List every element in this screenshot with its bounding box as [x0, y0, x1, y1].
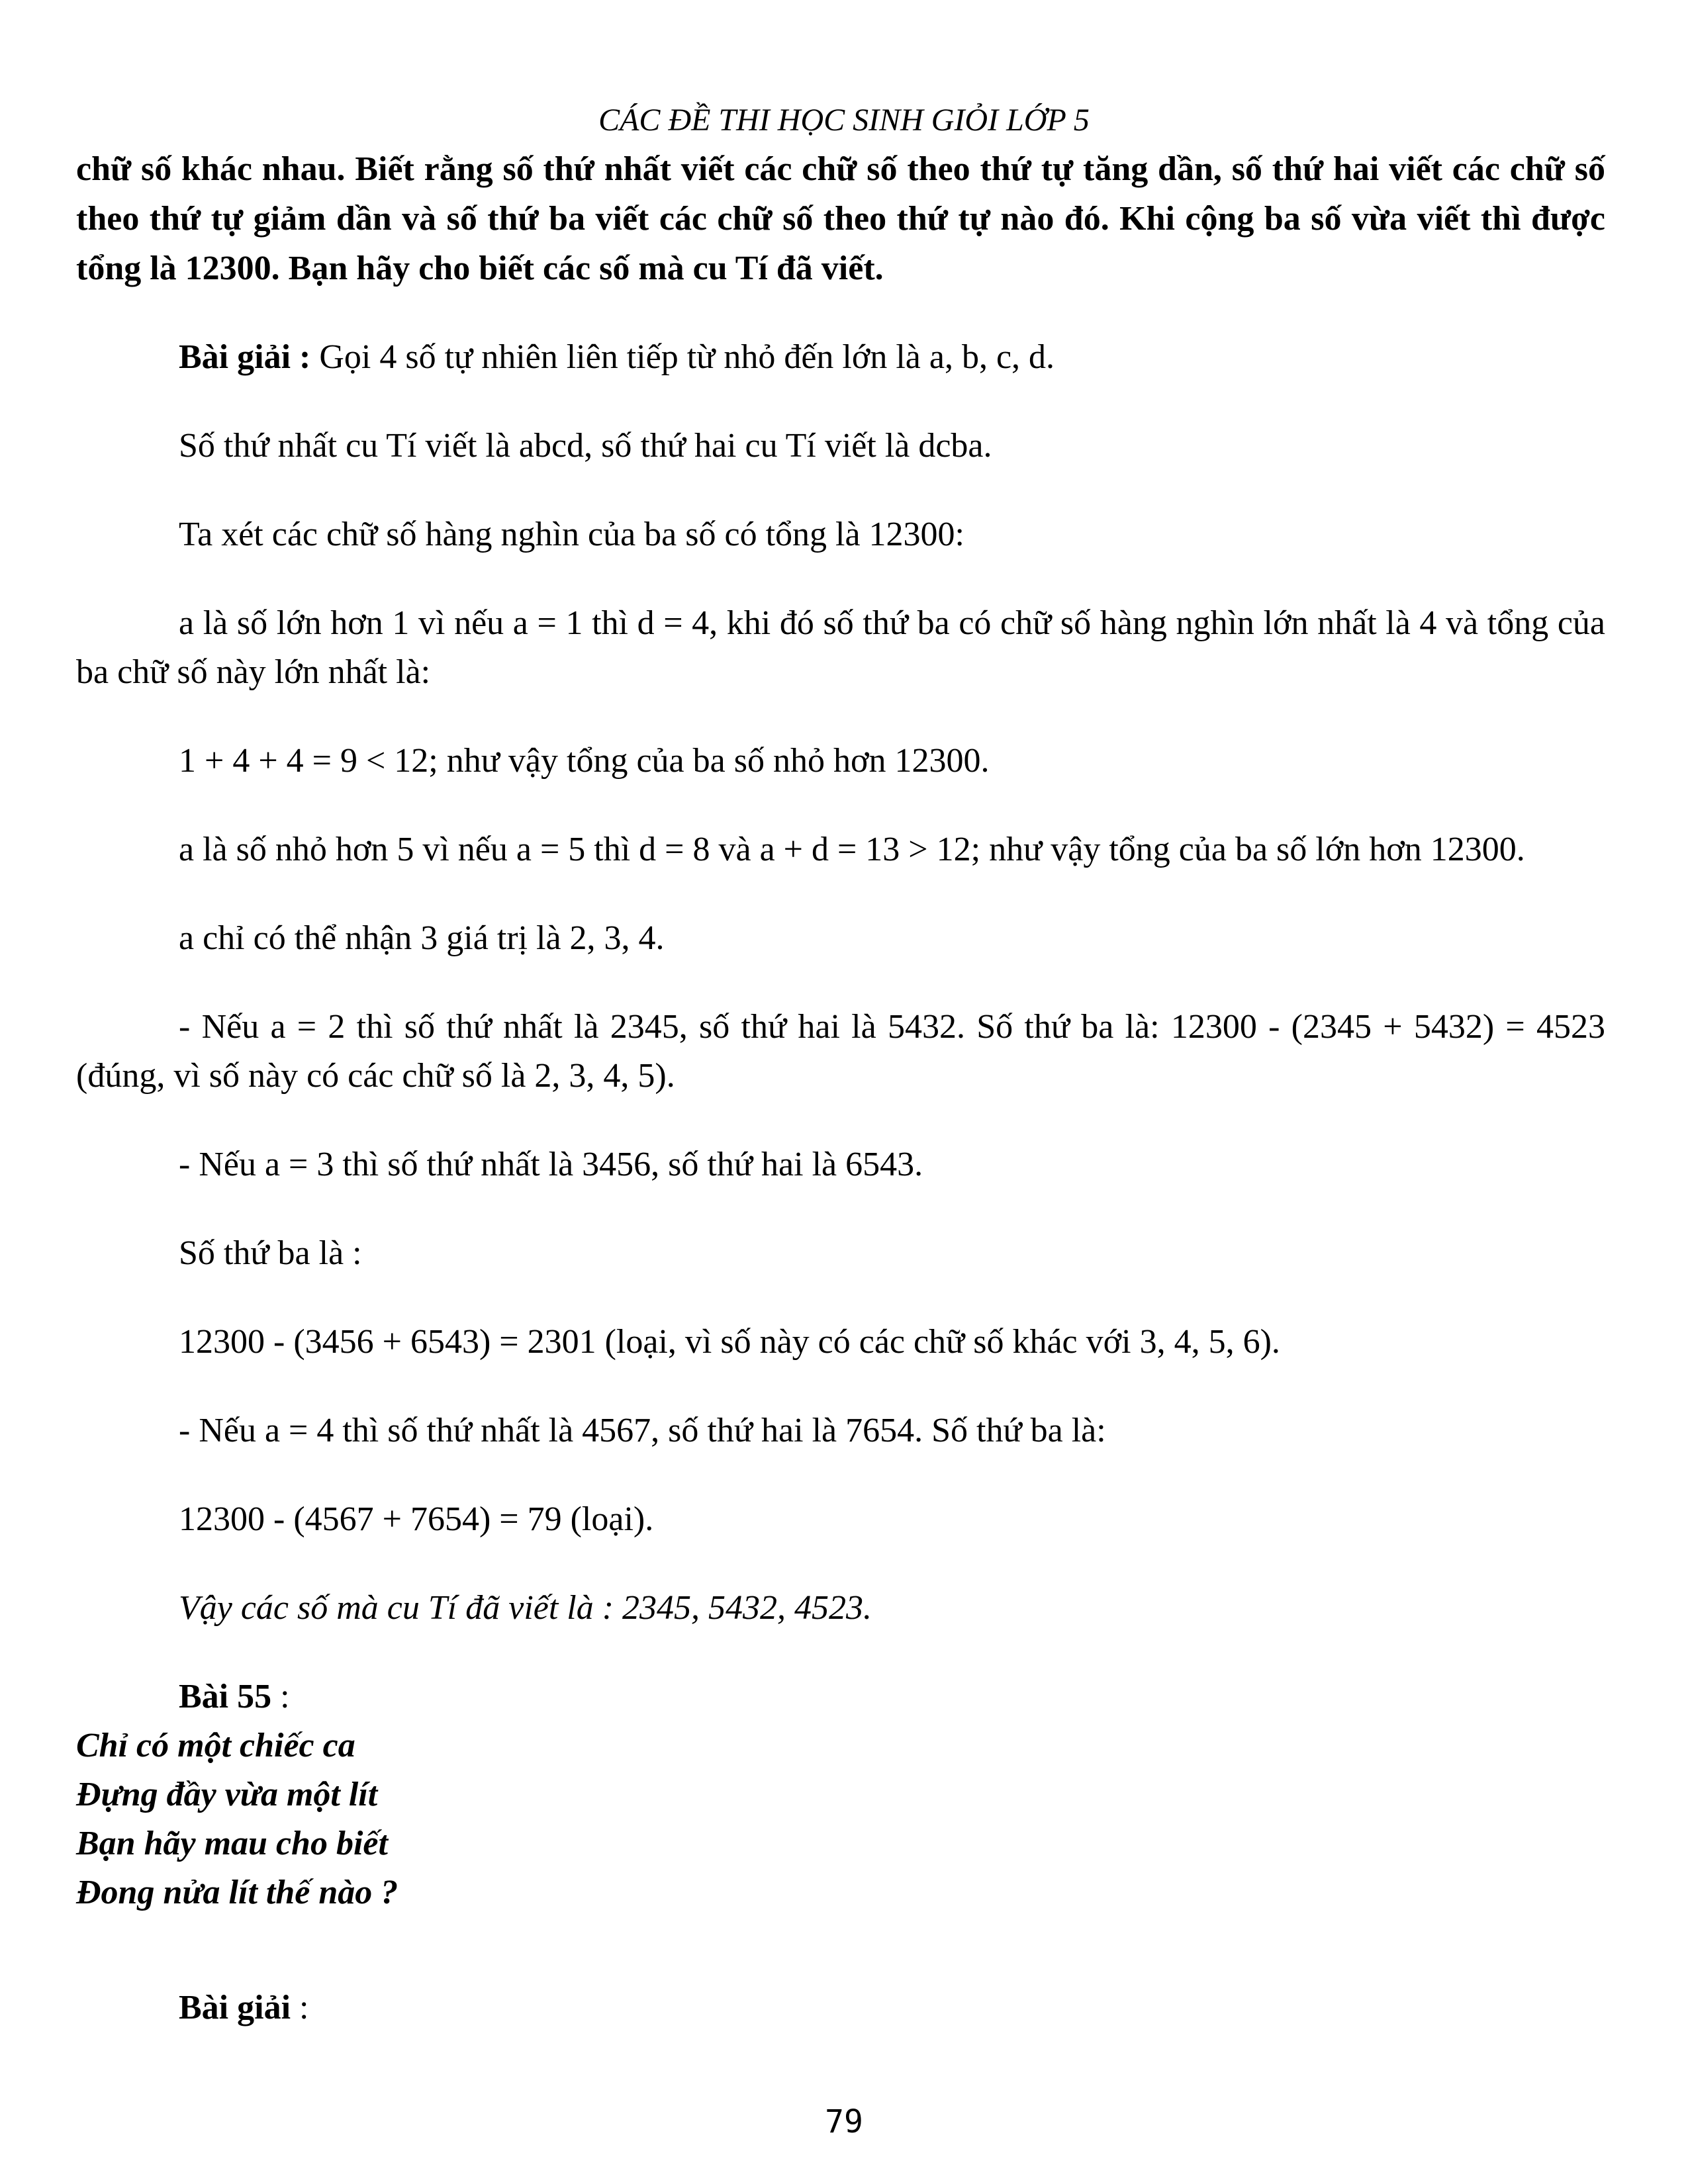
solution-line: - Nếu a = 3 thì số thứ nhất là 3456, số thứ hai là 6543.	[179, 1146, 923, 1183]
problem-55-poem	[76, 1721, 1605, 1917]
poem-line: Chỉ có một chiếc ca	[76, 1727, 355, 1764]
solution-line: a là số nhỏ hơn 5 vì nếu a = 5 thì d = 8 và a + d = 13 > 12; như vậy tổng của ba số lớn hơn 12300.	[179, 831, 1525, 868]
problem-55-solution-heading	[76, 1983, 1605, 2032]
solution-label: Bài giải :	[179, 338, 311, 376]
problem-continuation: chữ số khác nhau. Biết rằng số thứ nhất viết các chữ số theo thứ tự tăng dần, số thứ hai viết các chữ số theo thứ tự giảm dần và số thứ ba viết các chữ số theo thứ tự nào đó. Khi cộng ba số vừa viết thì được tổng là 12300. Bạn hãy cho biết các số mà cu Tí đã viết.	[76, 150, 1605, 287]
poem-line: Đựng đầy vừa một lít	[76, 1776, 378, 1813]
poem-line: Bạn hãy mau cho biết	[76, 1825, 388, 1862]
solution-line: Số thứ ba là :	[179, 1234, 362, 1272]
problem-55-solution-suffix: :	[291, 1989, 309, 2026]
solution-line: - Nếu a = 2 thì số thứ nhất là 2345, số thứ hai là 5432. Số thứ ba là: 12300 - (2345 + 5432) = 4523 (đúng, vì số này có các chữ số là 2, 3, 4, 5).	[76, 1008, 1605, 1095]
solution-line: 1 + 4 + 4 = 9 < 12; như vậy tổng của ba số nhỏ hơn 12300.	[179, 742, 990, 780]
solution-line: a chỉ có thể nhận 3 giá trị là 2, 3, 4.	[179, 919, 665, 957]
solution-conclusion: Vậy các số mà cu Tí đã viết là : 2345, 5432, 4523.	[179, 1589, 872, 1627]
problem-55-solution-label: Bài giải	[179, 1989, 291, 2026]
page-number: 79	[825, 2103, 863, 2140]
document-body	[76, 144, 1605, 2032]
problem-55-heading	[76, 1672, 1605, 1721]
solution-intro-text: Gọi 4 số tự nhiên liên tiếp từ nhỏ đến lớn là a, b, c, d.	[310, 338, 1055, 376]
poem-line: Đong nửa lít thế nào ?	[76, 1874, 399, 1911]
problem-55-label: Bài 55	[179, 1678, 272, 1715]
problem-55-label-suffix: :	[271, 1678, 290, 1715]
solution-line: Ta xét các chữ số hàng nghìn của ba số có tổng là 12300:	[179, 516, 964, 553]
solution-line: 12300 - (3456 + 6543) = 2301 (loại, vì số này có các chữ số khác với 3, 4, 5, 6).	[179, 1323, 1280, 1361]
page-header: CÁC ĐỀ THI HỌC SINH GIỎI LỚP 5	[598, 103, 1090, 138]
solution-intro	[76, 333, 1605, 382]
solution-line: 12300 - (4567 + 7654) = 79 (loại).	[179, 1500, 654, 1538]
solution-line: a là số lớn hơn 1 vì nếu a = 1 thì d = 4, khi đó số thứ ba có chữ số hàng nghìn lớn nhất là 4 và tổng của ba chữ số này lớn nhất là:	[76, 604, 1605, 691]
solution-line: Số thứ nhất cu Tí viết là abcd, số thứ hai cu Tí viết là dcba.	[179, 427, 992, 465]
solution-line: - Nếu a = 4 thì số thứ nhất là 4567, số thứ hai là 7654. Số thứ ba là:	[179, 1412, 1106, 1449]
